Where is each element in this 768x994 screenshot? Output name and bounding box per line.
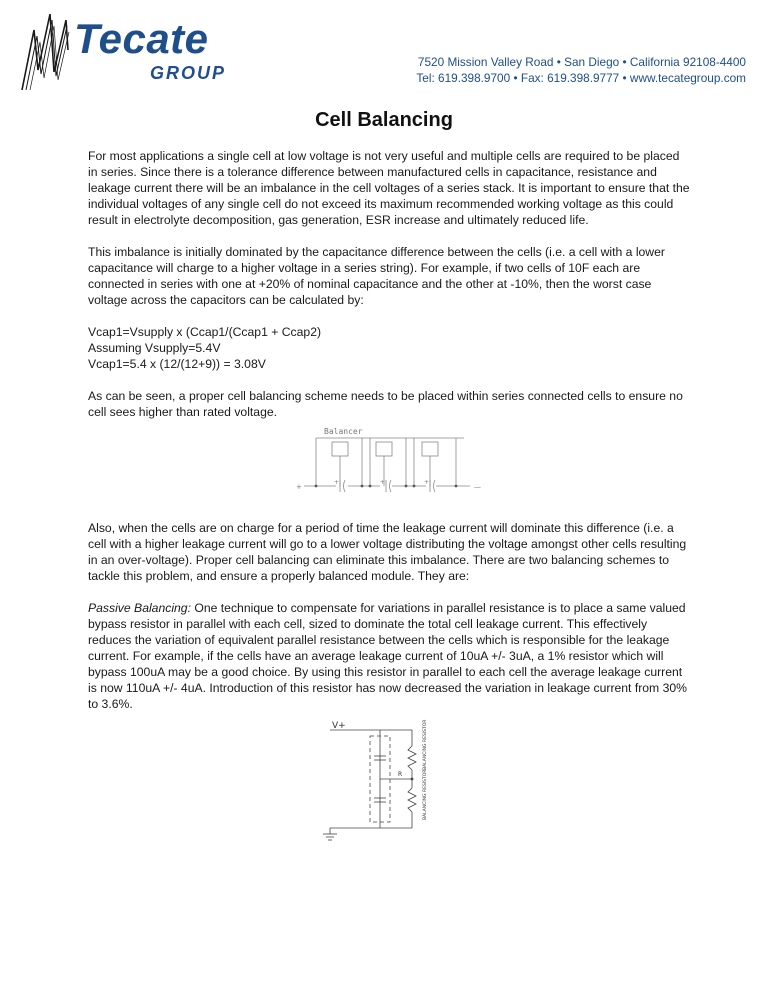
balancer-diagram <box>290 424 490 504</box>
brand-name: Tecate <box>74 15 209 62</box>
company-logo <box>20 10 240 92</box>
resistor-label: BALANCING RESISTOR <box>423 719 428 770</box>
cell-plus-mark: + <box>424 479 430 486</box>
passive-circuit-icon <box>320 716 440 850</box>
cell-plus-mark: + <box>380 479 386 486</box>
formula-line: Vcap1=Vsupply x (Ccap1/(Ccap1 + Ccap2) <box>88 325 322 339</box>
paragraph-conclusion: As can be seen, a proper cell balancing scheme needs to be placed within series connected cells to ensure no cell sees higher than rated voltage. <box>88 389 683 419</box>
r-label: R <box>398 771 403 778</box>
passive-balancing-diagram <box>320 716 440 850</box>
paragraph-leakage: Also, when the cells are on charge for a period of time the leakage current will dominate this difference (i.e. a cell with a higher leakage current will go to a lower voltage distributing the voltage amongst other cells resulting in an over-voltage). Proper cell balancing can eliminate this imbalance. There are two balancing schemes to tackle this problem, and ensure a properly balanced module. They are: <box>88 521 687 583</box>
paragraph-intro: For most applications a single cell at low voltage is not very useful and multiple cells are required to be placed in series. Since there is a tolerance difference between manufactured cells in capacitance, resistance and leakage current there will be an imbalance in the cell voltages of a series stack. It is important to ensure that the individual voltages of any single cell do not exceed its maximum recommended working voltage as this could result in electrolyte decomposition, gas generation, ESR increase and ultimately reduced life. <box>88 149 690 227</box>
document-body <box>88 148 690 420</box>
passive-balancing-label: Passive Balancing: <box>88 601 191 615</box>
resistor-label: BALANCING RESISTOR <box>423 769 428 820</box>
paragraph-imbalance: This imbalance is initially dominated by the capacitance difference between the cells (i.e. a cell with a lower capacitance will charge to a higher voltage in a series string). For example, if two cells of 10F each are connected in series with one at +20% of nominal capacitance and the other at -10%, then the worst case voltage across the capacitors can be calculated by: <box>88 245 665 307</box>
balancer-circuit-icon <box>290 424 490 504</box>
page-title: Cell Balancing <box>315 109 453 131</box>
negative-terminal: — <box>474 483 481 491</box>
document-body-continued <box>88 520 690 712</box>
formula-line: Vcap1=5.4 x (12/(12+9)) = 3.08V <box>88 357 266 371</box>
company-address <box>416 54 746 86</box>
vplus-label: V+ <box>332 721 346 731</box>
formula-line: Assuming Vsupply=5.4V <box>88 341 221 355</box>
contact-line: Tel: 619.398.9700 • Fax: 619.398.9777 • www.tecategroup.com <box>416 71 746 85</box>
balancer-label: Balancer <box>324 427 363 436</box>
positive-terminal: + <box>296 483 302 491</box>
paragraph-passive-balancing <box>88 600 690 712</box>
letterhead <box>0 0 768 100</box>
address-line: 7520 Mission Valley Road • San Diego • California 92108-4400 <box>417 55 746 69</box>
formula-block <box>88 324 690 372</box>
brand-subtitle: GROUP <box>150 63 227 83</box>
passive-balancing-text: One technique to compensate for variations in parallel resistance is to place a same valued bypass resistor in parallel with each cell, sized to dominate the total cell leakage current. This effectively reduces the variation of equivalent parallel resistance between the cells which is responsible for the leakage current. For example, if the cells have an average leakage current of 10uA +/- 3uA, a 1% resistor which will bypass 100uA may be a good choice. By using this resistor in parallel to each cell the average leakage current is now 110uA +/- 4uA. Introduction of this resistor has now decreased the variation in leakage current from 30% to 3.6%. <box>88 601 687 711</box>
cell-plus-mark: + <box>334 479 340 486</box>
